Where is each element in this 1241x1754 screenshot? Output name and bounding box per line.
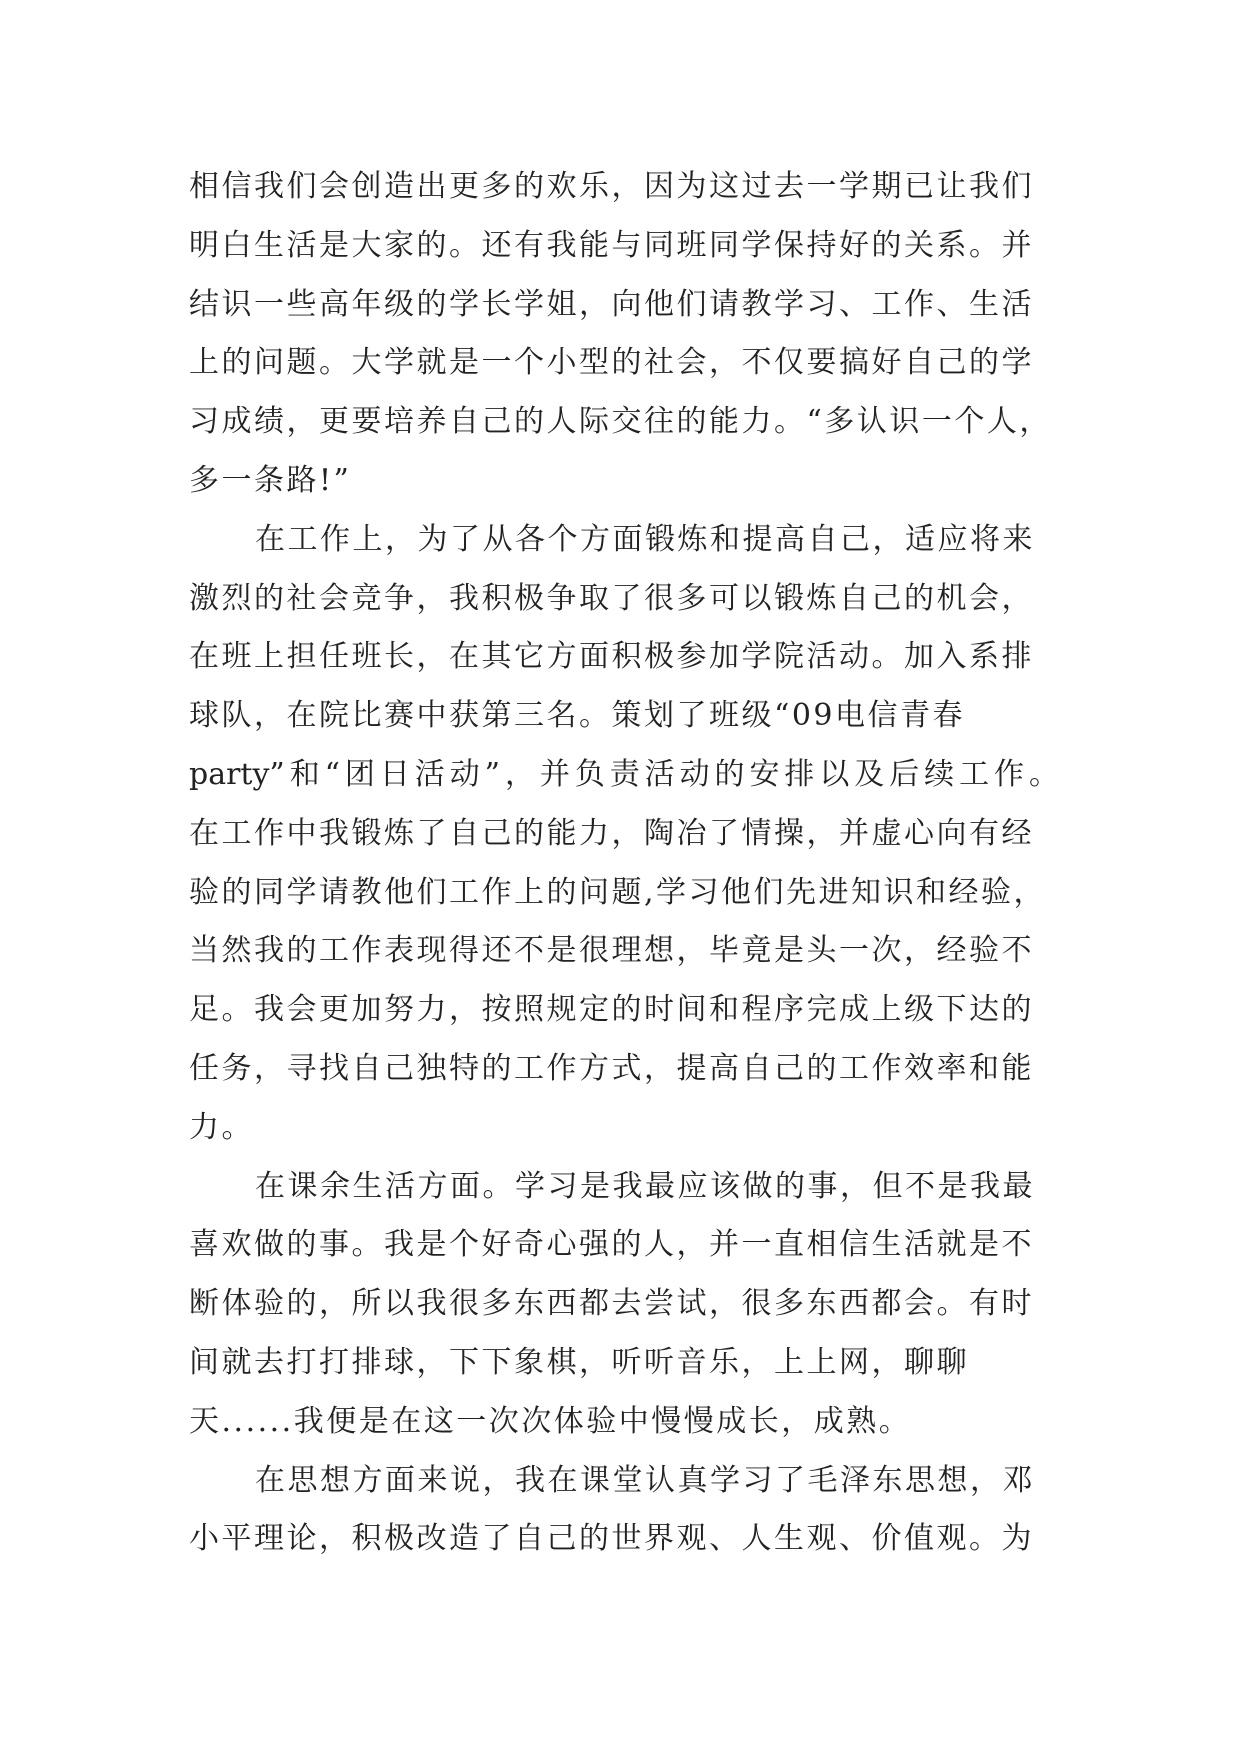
paragraph-first-line: 在工作上，为了从各个方面锻炼和提高自己，适应将来	[255, 521, 1035, 557]
text-line: 明白生活是大家的。还有我能与同班同学保持好的关系。并	[189, 227, 1034, 263]
body-text	[189, 158, 1059, 1569]
text-line: 天......我便是在这一次次体验中慢慢成长，成熟。	[189, 1403, 912, 1439]
text-line: 断体验的，所以我很多东西都去尝试，很多东西都会。有时	[189, 1286, 1034, 1322]
text-line: 激烈的社会竞争，我积极争取了很多可以锻炼自己的机会，	[189, 580, 1034, 616]
text-line: 喜欢做的事。我是个好奇心强的人，并一直相信生活就是不	[189, 1227, 1034, 1263]
text-line: 习成绩，更要培养自己的人际交往的能力。“多认识一个人，	[189, 404, 1052, 440]
paragraph-first-line: 在思想方面来说，我在课堂认真学习了毛泽东思想，邓	[255, 1462, 1035, 1498]
text-line: 验的同学请教他们工作上的问题,学习他们先进知识和经验，	[189, 874, 1047, 910]
paragraph-first-line: 在课余生活方面。学习是我最应该做的事，但不是我最	[255, 1168, 1035, 1204]
text-line: 球队，在院比赛中获第三名。策划了班级“09电信青春	[189, 698, 966, 734]
text-line: 结识一些高年级的学长学姐，向他们请教学习、工作、生活	[189, 286, 1034, 322]
text-line: 小平理论，积极改造了自己的世界观、人生观、价值观。为	[189, 1521, 1034, 1557]
text-line: 当然我的工作表现得还不是很理想，毕竟是头一次，经验不	[189, 933, 1034, 969]
text-line: 在班上担任班长，在其它方面积极参加学院活动。加入系排	[189, 639, 1034, 675]
text-line: 足。我会更加努力，按照规定的时间和程序完成上级下达的	[189, 992, 1034, 1028]
text-line: 在工作中我锻炼了自己的能力，陶冶了情操，并虚心向有经	[189, 815, 1034, 851]
text-line: 间就去打打排球，下下象棋，听听音乐，上上网，聊聊	[189, 1344, 969, 1380]
text-line: 上的问题。大学就是一个小型的社会，不仅要搞好自己的学	[189, 345, 1034, 381]
text-line: party”和“团日活动”，并负责活动的安排以及后续工作。	[189, 756, 1059, 792]
text-line: 相信我们会创造出更多的欢乐，因为这过去一学期已让我们	[189, 169, 1034, 204]
text-line: 任务，寻找自己独特的工作方式，提高自己的工作效率和能	[189, 1050, 1034, 1086]
text-line: 力。	[189, 1109, 254, 1145]
text-line: 多一条路!”	[189, 462, 352, 498]
